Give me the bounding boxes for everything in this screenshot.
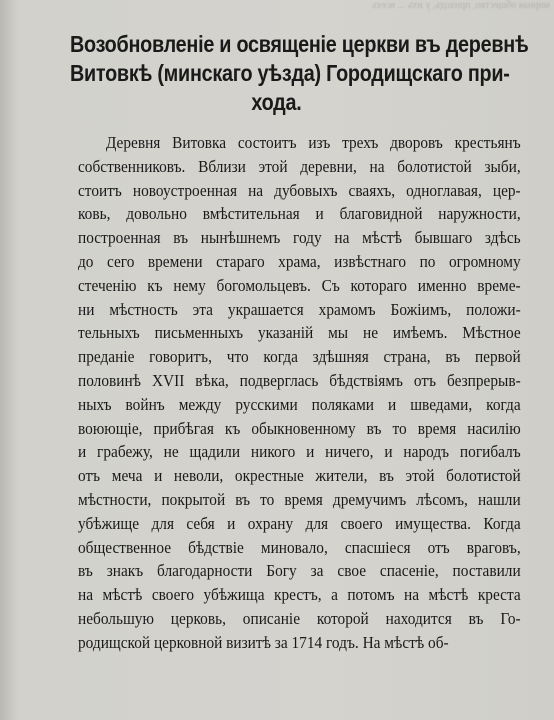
body-line: родищской церковной визитѣ за 1714 годъ. На мѣстѣ об-: [78, 632, 449, 652]
body-line: до сего времени стараго храма, извѣстнаго по огромному: [78, 251, 521, 271]
body-line: стеченію къ нему богомольцевъ. Съ котораго именно време-: [78, 275, 521, 295]
body-line: въ знакъ благодарности Богу за свое спасеніе, поставили: [78, 561, 521, 581]
body-line: собственниковъ. Вблизи этой деревни, на болотистой зыби,: [78, 156, 521, 176]
body-line: построенная въ нынѣшнемъ году на мѣстѣ бывшаго здѣсь: [78, 228, 521, 248]
body-line: половинѣ XVII вѣка, подверглась бѣдствіямъ отъ безпрерыв-: [78, 370, 521, 390]
body-line: стоитъ новоустроенная на дубовыхъ сваяхъ, одноглавая, цер-: [78, 180, 521, 200]
body-line: небольшую церковь, описаніе которой находится въ Го-: [78, 608, 521, 628]
body-line: тельныхъ письменныхъ указаній мы не имѣемъ. Мѣстное: [78, 323, 521, 343]
body-line: убѣжище для себя и охрану для своего имущества. Когда: [78, 513, 521, 533]
body-line: ковь, довольно вмѣстительная и благовидной наружности,: [78, 204, 521, 224]
bleed-through-text: мирная общество, приходъ, у ихъ ... всехъ: [371, 0, 550, 11]
title-line: Возобновленіе и освященіе церкви въ деревнѣ: [70, 31, 529, 57]
article-body: [78, 131, 521, 655]
body-line: ни мѣстность эта украшается храмомъ Божіимъ, положи-: [78, 299, 521, 319]
title-line: Витовкѣ (минскаго уѣзда) Городищскаго при-: [70, 60, 510, 86]
body-line: Деревня Витовка состоитъ изъ трехъ дворовъ крестьянъ: [105, 133, 521, 152]
body-line: преданіе говоритъ, что когда здѣшняя страна, въ первой: [78, 347, 521, 367]
body-line: мѣстности, покрытой въ то время дремучимъ лѣсомъ, нашли: [78, 489, 521, 509]
body-line: отъ меча и неволи, окрестные жители, въ этой болотистой: [78, 466, 521, 486]
body-line: общественное бѣдствіе миновало, спасшіеся отъ враговъ,: [78, 537, 521, 557]
body-line: ныхъ войнъ между русскими поляками и шведами, когда: [78, 394, 521, 414]
article-title: [70, 30, 529, 117]
body-line: воюющіе, прибѣгая къ обыкновенному въ то время насилію: [78, 418, 521, 438]
body-line: и грабежу, не щадили никого и ничего, и народъ погибалъ: [78, 442, 521, 462]
title-line: хода.: [251, 89, 302, 115]
body-line: на мѣстѣ своего убѣжища крестъ, а потомъ на мѣстѣ креста: [78, 585, 521, 605]
